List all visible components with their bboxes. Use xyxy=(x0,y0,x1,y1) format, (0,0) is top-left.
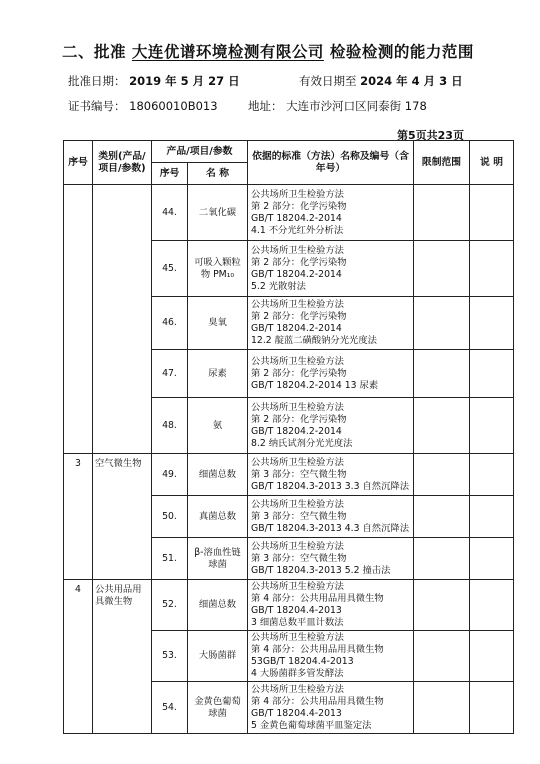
row-standard xyxy=(248,631,414,682)
standard-line: 5 金黄色葡萄球菌平皿鉴定法 xyxy=(251,719,372,731)
row-name: 细菌总数 xyxy=(188,580,248,631)
standard-line: 公共场所卫生检验方法 xyxy=(251,456,344,468)
row-sub-seq: 53. xyxy=(152,631,188,682)
row-category: 公共用品用具微生物 xyxy=(93,580,152,734)
standard-line: GB/T 18204.2-2014 xyxy=(251,212,342,224)
standard-line: GB/T 18204.2-2014 xyxy=(251,323,342,334)
row-category: 空气微生物 xyxy=(93,454,152,580)
row-note xyxy=(470,496,514,538)
row-note xyxy=(470,398,514,454)
row-note xyxy=(470,185,514,241)
row-standard xyxy=(248,350,414,398)
standard-line: 5.2 光散射法 xyxy=(251,280,306,292)
standard-line: GB/T 18204.2-2014 13 尿素 xyxy=(251,379,379,391)
table-row xyxy=(64,580,514,631)
standard-line: GB/T 18204.3-2013 4.3 自然沉降法 xyxy=(251,522,409,534)
standard-line: 第 2 部分：化学污染物 xyxy=(251,367,347,379)
standard-line: 公共场所卫生检验方法 xyxy=(251,299,344,310)
standard-line: 公共场所卫生检验方法 xyxy=(251,401,344,413)
standard-line: GB/T 18204.3-2013 3.3 自然沉降法 xyxy=(251,480,409,492)
standard-line: 53GB/T 18204.4-2013 xyxy=(251,656,354,667)
row-sub-seq: 44. xyxy=(152,185,188,241)
row-name: 可吸入颗粒物 PM₁₀ xyxy=(188,241,248,297)
row-limit xyxy=(414,631,470,682)
standard-line: 第 2 部分：化学污染物 xyxy=(251,256,347,268)
approval-date: 2019 年 5 月 27 日 xyxy=(129,74,240,88)
standard-line: 第 3 部分：空气微生物 xyxy=(251,468,347,480)
header-limit: 限制范围 xyxy=(414,141,470,185)
standard-line: 公共场所卫生检验方法 xyxy=(251,683,344,695)
row-sub-seq: 50. xyxy=(152,496,188,538)
row-limit xyxy=(414,398,470,454)
row-name: 臭氧 xyxy=(188,297,248,350)
standard-line: 公共场所卫生检验方法 xyxy=(251,632,344,643)
address-line xyxy=(248,98,427,114)
cert-number: 18060010B013 xyxy=(129,99,218,113)
standard-line: 公共场所卫生检验方法 xyxy=(251,355,344,367)
row-note xyxy=(470,538,514,580)
row-limit xyxy=(414,496,470,538)
standard-line: GB/T 18204.4-2013 xyxy=(251,605,342,616)
standard-line: 第 3 部分：空气微生物 xyxy=(251,552,347,564)
standard-line: 8.2 纳氏试剂分光光度法 xyxy=(251,437,353,449)
capability-table xyxy=(63,140,514,734)
approval-label: 批准日期： xyxy=(68,74,126,88)
header-seq: 序号 xyxy=(64,141,93,185)
cert-label: 证书编号： xyxy=(68,99,126,113)
valid-label: 有效日期至 xyxy=(299,74,357,88)
row-limit xyxy=(414,185,470,241)
standard-line: 第 4 部分：公共用品用具微生物 xyxy=(251,593,384,604)
row-name: 二氧化碳 xyxy=(188,185,248,241)
page-title xyxy=(62,40,474,62)
row-standard xyxy=(248,496,414,538)
row-note xyxy=(470,631,514,682)
row-standard xyxy=(248,580,414,631)
lab-name: 大连优谱环境检测有限公司 xyxy=(131,43,324,61)
header-sub-seq: 序号 xyxy=(152,163,188,185)
row-seq: 4 xyxy=(64,580,93,734)
row-sub-seq: 46. xyxy=(152,297,188,350)
standard-line: GB/T 18204.2-2014 xyxy=(251,425,342,437)
row-name: 细菌总数 xyxy=(188,454,248,496)
row-sub-seq: 52. xyxy=(152,580,188,631)
row-limit xyxy=(414,350,470,398)
row-note xyxy=(470,682,514,734)
standard-line: 12.2 靛蓝二磺酸钠分光光度法 xyxy=(251,335,377,346)
standard-line: 第 4 部分：公共用品用具微生物 xyxy=(251,644,384,655)
row-seq: 3 xyxy=(64,454,93,580)
row-sub-seq: 45. xyxy=(152,241,188,297)
valid-date: 2024 年 4 月 3 日 xyxy=(360,74,463,88)
row-limit xyxy=(414,297,470,350)
row-seq xyxy=(64,185,93,454)
page-indicator: 第5页共23页 xyxy=(397,129,464,142)
row-limit xyxy=(414,682,470,734)
row-limit xyxy=(414,538,470,580)
header-standard: 依据的标准（方法）名称及编号（含年号） xyxy=(248,141,414,185)
row-name: 尿素 xyxy=(188,350,248,398)
address: 大连市沙河口区同泰街 178 xyxy=(286,99,427,113)
row-standard xyxy=(248,297,414,350)
address-label: 地址： xyxy=(248,99,283,113)
row-limit xyxy=(414,454,470,496)
standard-line: 3 细菌总数平皿计数法 xyxy=(251,617,344,628)
row-sub-seq: 51. xyxy=(152,538,188,580)
row-standard xyxy=(248,185,414,241)
row-note xyxy=(470,297,514,350)
row-standard xyxy=(248,538,414,580)
standard-line: GB/T 18204.2-2014 xyxy=(251,268,342,280)
standard-line: 第 2 部分：化学污染物 xyxy=(251,200,347,212)
row-standard xyxy=(248,454,414,496)
standard-line: GB/T 18204.3-2013 5.2 撞击法 xyxy=(251,564,391,576)
row-name: 金黄色葡萄球菌 xyxy=(188,682,248,734)
standard-line: 公共场所卫生检验方法 xyxy=(251,540,344,552)
row-sub-seq: 49. xyxy=(152,454,188,496)
row-note xyxy=(470,454,514,496)
standard-line: 第 4 部分：公共用品用具微生物 xyxy=(251,695,384,707)
header-note: 说 明 xyxy=(470,141,514,185)
row-note xyxy=(470,580,514,631)
valid-date-line xyxy=(299,73,463,89)
row-sub-seq: 47. xyxy=(152,350,188,398)
standard-line: 第 2 部分：化学污染物 xyxy=(251,311,347,322)
title-prefix: 二、批准 xyxy=(62,43,127,61)
row-name: 氨 xyxy=(188,398,248,454)
cert-line xyxy=(68,98,218,114)
standard-line: 4.1 不分光红外分析法 xyxy=(251,224,344,236)
row-name: 真菌总数 xyxy=(188,496,248,538)
standard-line: 第 3 部分：空气微生物 xyxy=(251,510,347,522)
standard-line: 公共场所卫生检验方法 xyxy=(251,244,344,256)
row-category xyxy=(93,185,152,454)
row-standard xyxy=(248,682,414,734)
title-suffix: 检验检测的能力范围 xyxy=(329,43,474,61)
standard-line: 4 大肠菌群多管发酵法 xyxy=(251,668,344,679)
standard-line: 公共场所卫生检验方法 xyxy=(251,188,344,200)
row-note xyxy=(470,350,514,398)
header-name: 名 称 xyxy=(188,163,248,185)
standard-line: GB/T 18204.4-2013 xyxy=(251,707,342,719)
row-limit xyxy=(414,580,470,631)
approval-date-line xyxy=(68,73,240,89)
row-sub-seq: 48. xyxy=(152,398,188,454)
row-note xyxy=(470,241,514,297)
row-name: β-溶血性链球菌 xyxy=(188,538,248,580)
row-sub-seq: 54. xyxy=(152,682,188,734)
standard-line: 第 2 部分：化学污染物 xyxy=(251,413,347,425)
table-row xyxy=(64,454,514,496)
row-limit xyxy=(414,241,470,297)
standard-line: 公共场所卫生检验方法 xyxy=(251,581,344,592)
standard-line: 公共场所卫生检验方法 xyxy=(251,498,344,510)
header-product-group: 产品/项目/参数 xyxy=(152,141,248,163)
row-standard xyxy=(248,398,414,454)
header-category: 类别(产品/项目/参数) xyxy=(93,141,152,185)
row-standard xyxy=(248,241,414,297)
row-name: 大肠菌群 xyxy=(188,631,248,682)
table-row xyxy=(64,185,514,241)
